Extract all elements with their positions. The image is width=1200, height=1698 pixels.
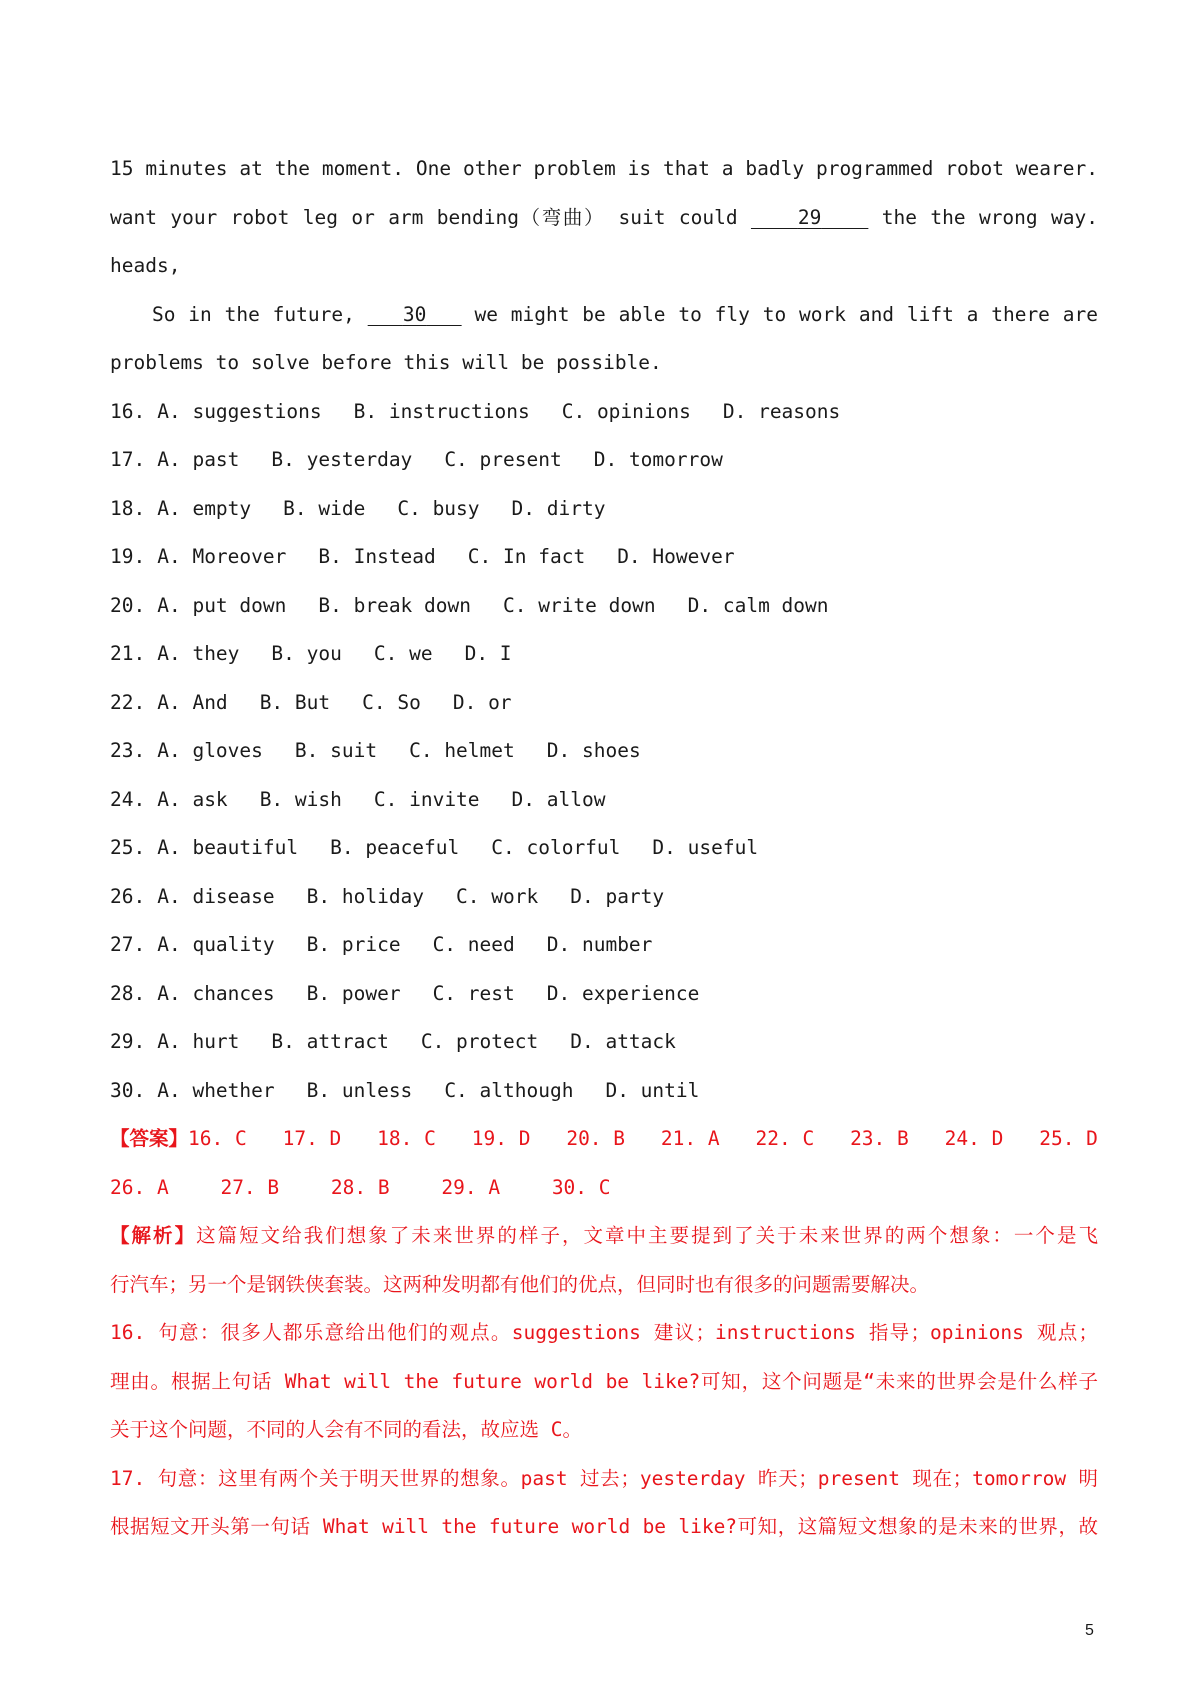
option-a: A. chances [157, 981, 275, 1005]
answer-item: 22. C [755, 1127, 815, 1150]
option-a: A. quality [157, 933, 275, 956]
answer-item: 25. D [1039, 1127, 1098, 1150]
question-row [110, 1018, 1098, 1067]
analysis-line: 行汽车；另一个是钢铁侠套装。这两种发明都有他们的优点，但同时也有很多的问题需要解决。 [110, 1272, 930, 1296]
question-number: 23. [110, 739, 146, 762]
option-b: B. power [306, 981, 401, 1005]
question-row [110, 776, 1098, 825]
option-a: A. empty [157, 496, 252, 520]
option-d: D. shoes [546, 739, 641, 762]
question-number: 18. [110, 496, 146, 520]
option-d: D. dirty [511, 496, 606, 520]
option-d: D. or [452, 690, 512, 714]
option-a: A. gloves [157, 739, 263, 762]
answer-item: 21. A [660, 1127, 720, 1150]
answer-row [110, 1164, 1098, 1213]
option-d: D. until [605, 1078, 700, 1102]
question-number: 25. [110, 836, 146, 859]
answer-row [110, 1115, 1098, 1164]
answer-item: 18. C [377, 1127, 436, 1150]
question-list [110, 388, 1098, 1116]
option-b: B. holiday [306, 884, 425, 908]
answer-item: 28. B [330, 1175, 390, 1199]
option-b: B. wide [283, 496, 366, 520]
question-row [110, 582, 1098, 631]
analysis-section [110, 1212, 1098, 1552]
question-number: 16. [110, 399, 146, 423]
analysis-label: 【解析】 [110, 1224, 197, 1247]
option-c: C. rest [432, 981, 515, 1005]
option-b: B. attract [271, 1030, 389, 1053]
option-a: A. disease [157, 884, 275, 908]
option-c: C. helmet [409, 739, 515, 762]
question-row [110, 388, 1098, 437]
option-d: D. reasons [722, 399, 841, 423]
question-row [110, 824, 1098, 873]
option-a: A. put down [157, 593, 287, 617]
option-b: B. price [306, 933, 401, 956]
option-a: A. hurt [157, 1030, 240, 1053]
question-number: 20. [110, 593, 146, 617]
option-a: A. past [157, 448, 240, 471]
option-b: B. suit [294, 739, 378, 762]
question-number: 28. [110, 981, 146, 1005]
question-number: 26. [110, 884, 146, 908]
option-a: A. Moreover [157, 545, 287, 568]
blank-29 [751, 194, 868, 243]
option-a: A. ask [157, 787, 228, 811]
blank-number: 30 [402, 302, 427, 326]
option-d: D. I [464, 642, 512, 665]
answer-item: 19. D [471, 1127, 531, 1150]
option-c: C. need [432, 933, 515, 956]
question-row [110, 436, 1098, 485]
passage-text: So in the future, [152, 302, 355, 326]
passage-line [110, 194, 1098, 243]
passage-line [110, 291, 1098, 340]
option-c: C. opinions [561, 399, 691, 423]
answer-item: 23. B [850, 1127, 909, 1150]
answer-item: 29. A [441, 1175, 501, 1199]
analysis-text: 这篇短文给我们想象了未来世界的样子，文章中主要提到了关于未来世界的两个想象：一个是飞 [196, 1224, 1098, 1247]
option-b: B. yesterday [271, 448, 413, 471]
analysis-line: 理由。根据上句话 What will the future world be like?可知，这个问题是“未来的世界会是什么样子 [110, 1369, 1098, 1393]
option-a: A. suggestions [157, 399, 322, 423]
question-row [110, 873, 1098, 922]
page-number: 5 [1085, 1622, 1094, 1639]
page-content [110, 145, 1098, 1552]
option-c: C. although [444, 1078, 574, 1102]
passage-line: heads, [110, 254, 181, 277]
option-c: C. we [373, 642, 433, 665]
option-b: B. peaceful [330, 836, 460, 859]
option-d: D. experience [546, 981, 700, 1005]
question-row [110, 485, 1098, 534]
option-d: D. attack [570, 1030, 676, 1053]
passage-line: problems to solve before this will be possible. [110, 351, 662, 374]
option-b: B. you [271, 642, 342, 665]
question-row [110, 630, 1098, 679]
answer-section [110, 1115, 1098, 1212]
answer-item: 27. B [220, 1175, 280, 1199]
option-d: D. However [617, 545, 735, 568]
answer-item: 26. A [110, 1175, 169, 1199]
question-number: 27. [110, 933, 146, 956]
option-a: A. they [157, 642, 240, 665]
option-a: A. whether [157, 1078, 275, 1102]
option-a: A. beautiful [157, 836, 299, 859]
option-c: C. write down [503, 593, 656, 617]
option-c: C. work [456, 884, 539, 908]
passage-text: want your robot leg or arm bending（弯曲） suit could [110, 205, 738, 229]
passage-text: we might be able to fly to work and lift a there are [474, 302, 1098, 326]
question-number: 30. [110, 1078, 146, 1102]
option-c: C. colorful [491, 836, 621, 859]
answer-item: 24. D [944, 1127, 1004, 1150]
option-d: D. calm down [687, 593, 829, 617]
blank-number: 29 [797, 205, 822, 229]
option-b: B. But [259, 690, 331, 714]
option-d: D. party [570, 884, 665, 908]
answer-item: 20. B [566, 1127, 626, 1150]
option-b: B. break down [318, 593, 471, 617]
analysis-line: 根据短文开头第一句话 What will the future world be like?可知，这篇短文想象的是未来的世界，故 [110, 1515, 1098, 1538]
question-row [110, 727, 1098, 776]
option-c: C. busy [397, 496, 480, 520]
option-c: C. present [444, 448, 562, 471]
question-number: 29. [110, 1030, 146, 1053]
option-b: B. wish [259, 787, 342, 811]
option-d: D. number [546, 933, 653, 956]
option-b: B. instructions [353, 399, 530, 423]
question-row [110, 533, 1098, 582]
option-c: C. So [362, 690, 421, 714]
option-c: C. In fact [467, 545, 586, 568]
option-c: C. invite [373, 787, 480, 811]
analysis-line: 17. 句意：这里有两个关于明天世界的想象。past 过去；yesterday 昨天；present 现在；tomorrow 明 [110, 1466, 1098, 1490]
option-d: D. useful [652, 836, 759, 859]
option-d: D. tomorrow [593, 448, 723, 471]
answer-item: 17. D [282, 1127, 342, 1150]
analysis-line [110, 1212, 1098, 1261]
passage-text: the the wrong way. [881, 205, 1098, 229]
question-number: 19. [110, 545, 146, 568]
blank-30 [368, 291, 462, 340]
question-number: 24. [110, 787, 146, 811]
question-row [110, 921, 1098, 970]
question-row [110, 1067, 1098, 1116]
option-b: B. Instead [318, 545, 436, 568]
answer-item: 16. C [188, 1127, 247, 1150]
analysis-line: 16. 句意：很多人都乐意给出他们的观点。suggestions 建议；instructions 指导；opinions 观点； [110, 1321, 1098, 1344]
answer-label: 【答案】 [110, 1127, 189, 1150]
question-row [110, 679, 1098, 728]
question-row [110, 970, 1098, 1019]
question-number: 21. [110, 642, 146, 665]
analysis-line: 关于这个问题，不同的人会有不同的看法，故应选 C。 [110, 1418, 582, 1441]
option-c: C. protect [420, 1030, 539, 1053]
option-d: D. allow [511, 787, 606, 811]
passage-line: 15 minutes at the moment. One other problem is that a badly programmed robot wearer. [110, 157, 1098, 180]
answer-item: 30. C [551, 1175, 611, 1199]
question-number: 17. [110, 448, 146, 471]
question-number: 22. [110, 690, 146, 714]
option-b: B. unless [306, 1078, 413, 1102]
option-a: A. And [157, 690, 228, 714]
